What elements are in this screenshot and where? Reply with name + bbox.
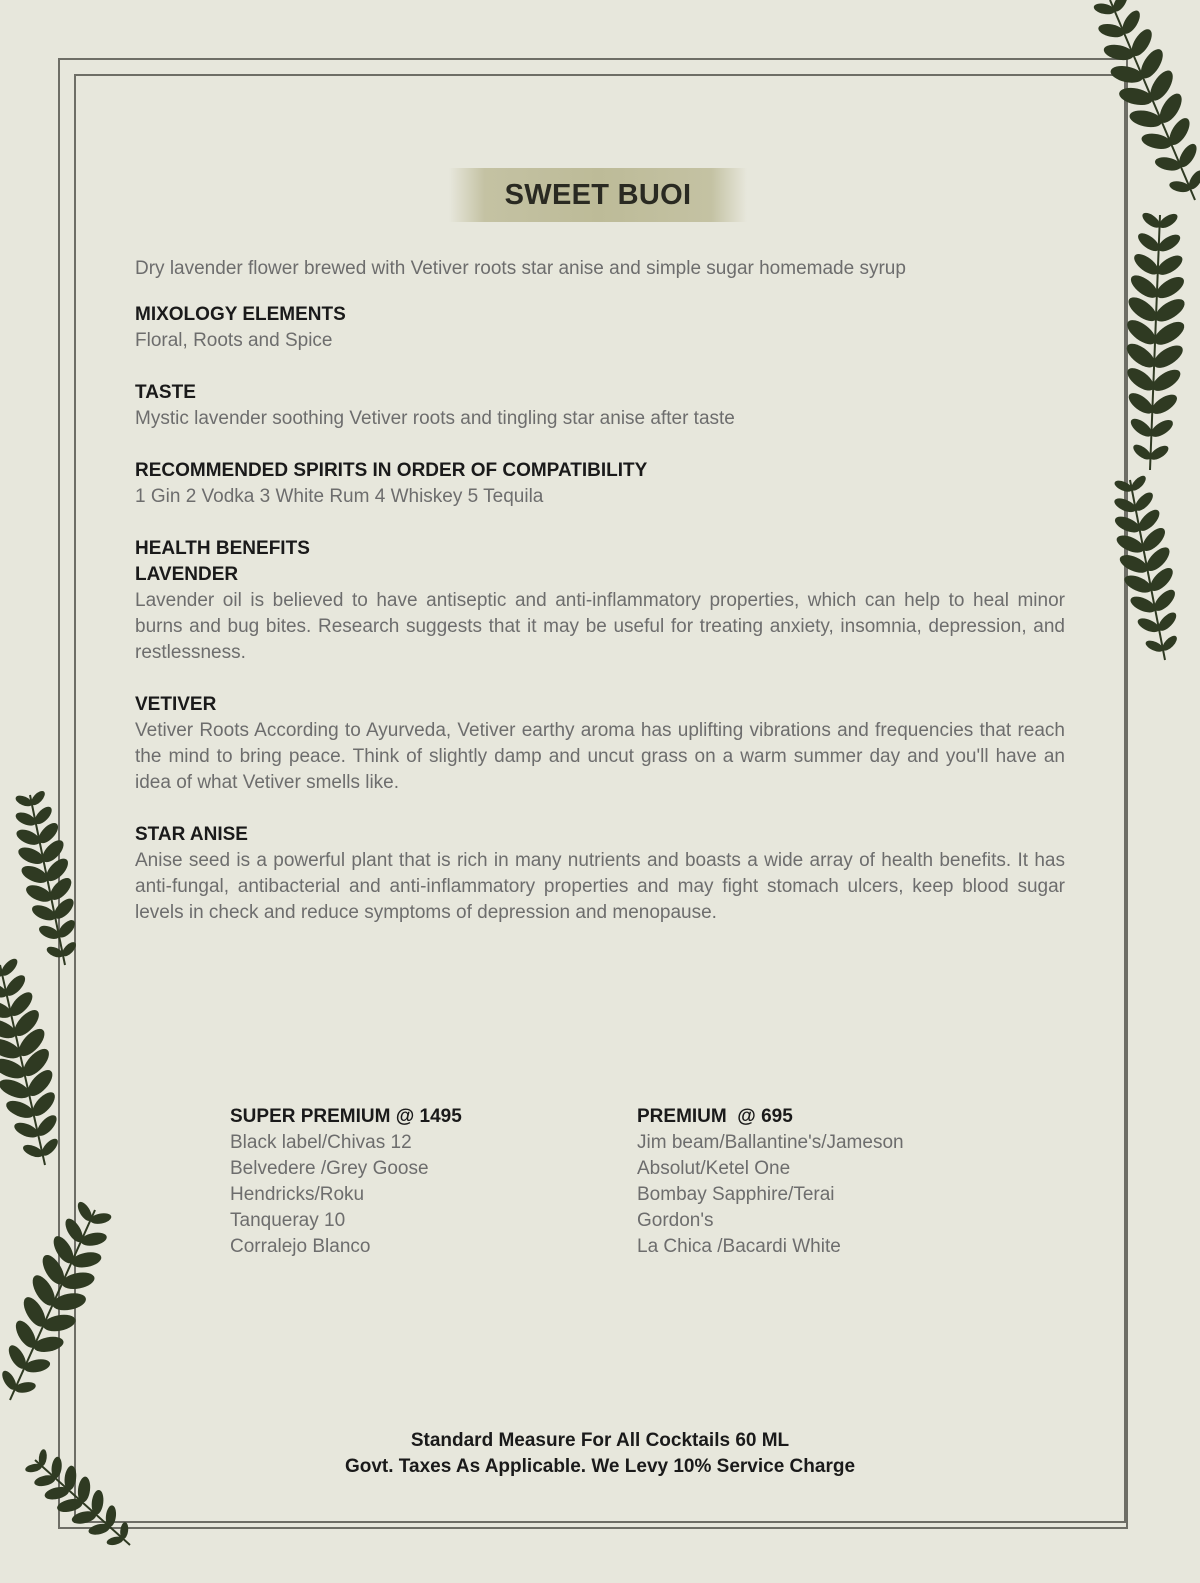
fern-sprig-5 bbox=[0, 956, 61, 1165]
price-tier-heading: SUPER PREMIUM @ 1495 bbox=[230, 1106, 462, 1127]
benefit-heading: STAR ANISE bbox=[135, 824, 248, 845]
spirit-option: Corralejo Blanco bbox=[230, 1236, 371, 1257]
section-text: 1 Gin 2 Vodka 3 White Rum 4 Whiskey 5 Tequila bbox=[135, 486, 544, 507]
health-heading: HEALTH BENEFITS bbox=[135, 538, 310, 559]
footer-measure: Standard Measure For All Cocktails 60 ML bbox=[410, 1430, 790, 1451]
section-text: Mystic lavender soothing Vetiver roots and tingling star anise after taste bbox=[135, 408, 735, 429]
benefit-text: Lavender oil is believed to have antiseptic and anti-inflammatory properties, which can help to heal minor burns and bug bites. Research suggests that it may be useful for treating anxiety, insomnia, depression, and restlessness. bbox=[135, 590, 1065, 663]
section-text: Floral, Roots and Spice bbox=[135, 330, 333, 351]
spirit-option: Jim beam/Ballantine's/Jameson bbox=[637, 1132, 904, 1153]
spirit-option: La Chica /Bacardi White bbox=[637, 1236, 841, 1257]
price-tier-super-premium bbox=[230, 1104, 610, 1260]
section-spirits bbox=[135, 458, 1065, 510]
spirit-option: Bombay Sapphire/Terai bbox=[637, 1184, 835, 1205]
section-mixology bbox=[135, 302, 1065, 354]
spirit-option: Absolut/Ketel One bbox=[637, 1158, 791, 1179]
section-taste bbox=[135, 380, 1065, 432]
spirit-option: Black label/Chivas 12 bbox=[230, 1132, 412, 1153]
intro-text: Dry lavender flower brewed with Vetiver roots star anise and simple sugar homemade syrup bbox=[135, 258, 906, 279]
benefit-text: Anise seed is a powerful plant that is rich in many nutrients and boasts a wide array of health benefits. It has anti-fungal, antibacterial and anti-inflammatory properties and may fight stomach ulcers, keep blood sugar levels in check and reduce symptoms of depression and menopause. bbox=[135, 850, 1065, 923]
title-band bbox=[449, 168, 747, 222]
price-tier-premium bbox=[637, 1104, 1017, 1260]
benefit-heading: VETIVER bbox=[135, 694, 217, 715]
menu-content bbox=[135, 256, 1065, 926]
spirit-option: Belvedere /Grey Goose bbox=[230, 1158, 429, 1179]
section-heading: TASTE bbox=[135, 382, 196, 403]
price-tier-heading: PREMIUM @ 695 bbox=[637, 1106, 793, 1127]
fern-sprig-2 bbox=[1123, 210, 1188, 470]
benefit-heading: LAVENDER bbox=[135, 564, 239, 585]
page-title: SWEET BUOI bbox=[504, 178, 692, 211]
benefit-text: Vetiver Roots According to Ayurveda, Vetiver earthy aroma has uplifting vibrations and frequencies that reach the mind to bring peace. Think of slightly damp and uncut grass on a warm summer day and you'll have an idea of what Vetiver smells like. bbox=[135, 720, 1065, 793]
spirit-option: Hendricks/Roku bbox=[230, 1184, 365, 1205]
section-heading: RECOMMENDED SPIRITS IN ORDER OF COMPATIBILITY bbox=[135, 460, 648, 481]
health-lavender bbox=[135, 536, 1065, 666]
spirit-option: Tanqueray 10 bbox=[230, 1210, 346, 1231]
spirit-option: Gordon's bbox=[637, 1210, 714, 1231]
health-vetiver bbox=[135, 692, 1065, 796]
footer-taxes: Govt. Taxes As Applicable. We Levy 10% Service Charge bbox=[344, 1456, 856, 1477]
health-star-anise bbox=[135, 822, 1065, 926]
section-heading: MIXOLOGY ELEMENTS bbox=[135, 304, 346, 325]
